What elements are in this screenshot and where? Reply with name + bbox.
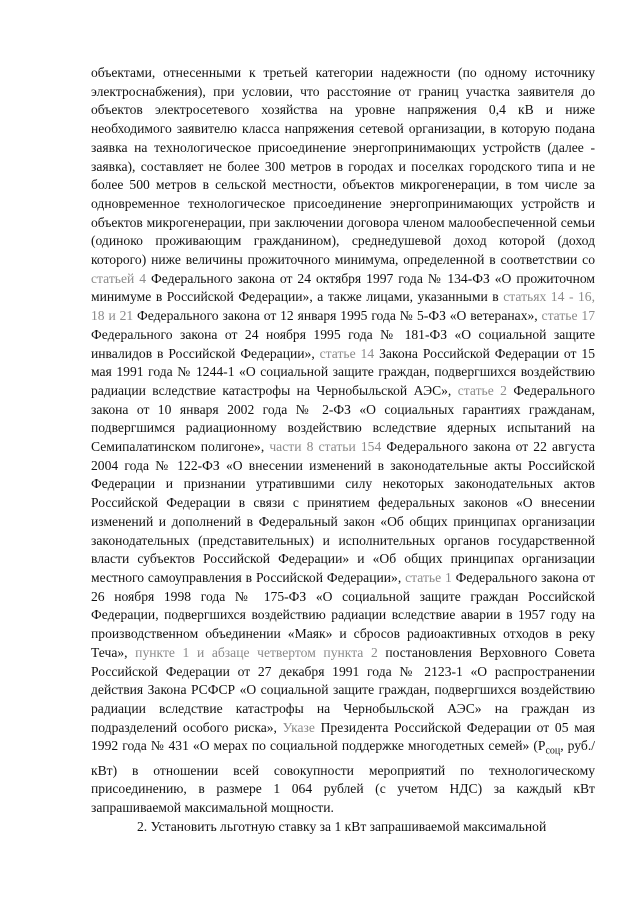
legal-reference-link[interactable]: статье 1 [405, 569, 452, 585]
paragraph-text: Закона Российской Федерации от 15 мая 1991 года № 1244-1 «О социальной защите граждан, подвергшихся воздействию радиации вследствие катастрофы на Чернобыльской АЭС», [91, 345, 595, 398]
body-paragraph [91, 64, 595, 818]
legal-reference-link[interactable]: Указе [282, 719, 315, 735]
paragraph-text: постановления Верховного Совета Российской Федерации от 27 декабря 1991 года № 2123-1 «О распространении действия Закона РСФСР «О социальной защите граждан, подвергшихся воздействию радиации вследствие катастрофы на Чернобыльской АЭС» на граждан из подразделений особого риска», [91, 644, 596, 735]
legal-reference-link[interactable]: статьей 4 [91, 270, 147, 286]
paragraph-text: Федерального закона от 12 января 1995 года № 5-ФЗ «О ветеранах», [133, 308, 542, 324]
paragraph-text: Федерального закона от 24 ноября 1995 года № 181-ФЗ «О социальной защите инвалидов в Российской Федерации», [91, 326, 595, 361]
numbered-paragraph: 2. Установить льготную ставку за 1 кВт запрашиваемой максимальной [137, 818, 547, 834]
legal-reference-link[interactable]: пункте 1 и абзаце четвертом пункта 2 [135, 644, 378, 660]
paragraph-text: Федерального закона от 10 января 2002 года № 2-ФЗ «О социальных гарантиях гражданам, подвергшимся радиационному воздействию вследствие ядерных испытаний на Семипалатинском полигоне», [91, 382, 595, 455]
paragraph-text: Президента Российской Федерации от 05 мая 1992 года № 431 «О мерах по социальной поддержке многодетных семей» (P [91, 719, 595, 754]
paragraph-text: Федерального закона от 24 октября 1997 года № 134-ФЗ «О прожиточном минимуме в Российской Федерации», а также лицами, указанными в [91, 270, 595, 305]
legal-reference-link[interactable]: статье 2 [457, 382, 507, 398]
paragraph-text: Федерального закона от 26 ноября 1998 года № 175-ФЗ «О социальной защите граждан Российской Федерации, подвергшихся воздействию радиации вследствие аварии в 1957 году на производственном объединении «Маяк» и сбросов радиоактивных отходов в реку Теча», [91, 569, 595, 660]
legal-reference-link[interactable]: статье 14 [319, 345, 375, 361]
paragraph-text: Федерального закона от 22 августа 2004 года № 122-ФЗ «О внесении изменений в законодательные акты Российской Федерации и признании утратившими силу некоторых законодательных актов Российской Федерации в связи с принятием федеральных законов «О внесении изменений и дополнений в Федеральный закон «Об общих принципах организации законодательных (представительных) и исполнительных органов государственной власти субъектов Российской Федерации» и «Об общих принципах организации местного самоуправления в Российской Федерации», [91, 439, 595, 585]
paragraph-text: объектами, отнесенными к третьей категории надежности (по одному источнику электроснабжения), при условии, что расстояние от границ участка заявителя до объектов электросетевого хозяйства на уровне напряжения 0,4 кВ и ниже необходимого заявителю класса напряжения сетевой организации, в которую подана заявка на технологическое присоединение энергопринимающих устройств (далее - заявка), составляет не более 300 метров в городах и поселках городского типа и не более 500 метров в сельской местности, объектов микрогенерации, в том числе за одновременное технологическое присоединение энергопринимающих устройств и объектов микрогенерации, при заключении договора членом малообеспеченной семьи (одиноко проживающим гражданином), среднедушевой доход которой (доход которого) ниже величины прожиточного минимума, определенной в соответствии со [91, 65, 595, 268]
legal-reference-link[interactable]: статьях 14 - 16, 18 и 21 [91, 289, 595, 324]
document-body [91, 64, 595, 837]
legal-reference-link[interactable]: статье 17 [541, 308, 595, 324]
legal-reference-link[interactable]: части 8 статьи 154 [269, 439, 382, 455]
paragraph-text: , руб./кВт) в отношении всей совокупности мероприятий по технологическому присоединению, в размере 1 064 рублей (с учетом НДС) за каждый кВт запрашиваемой максимальной мощности. [91, 738, 595, 816]
subscript-text: соц [545, 746, 561, 758]
